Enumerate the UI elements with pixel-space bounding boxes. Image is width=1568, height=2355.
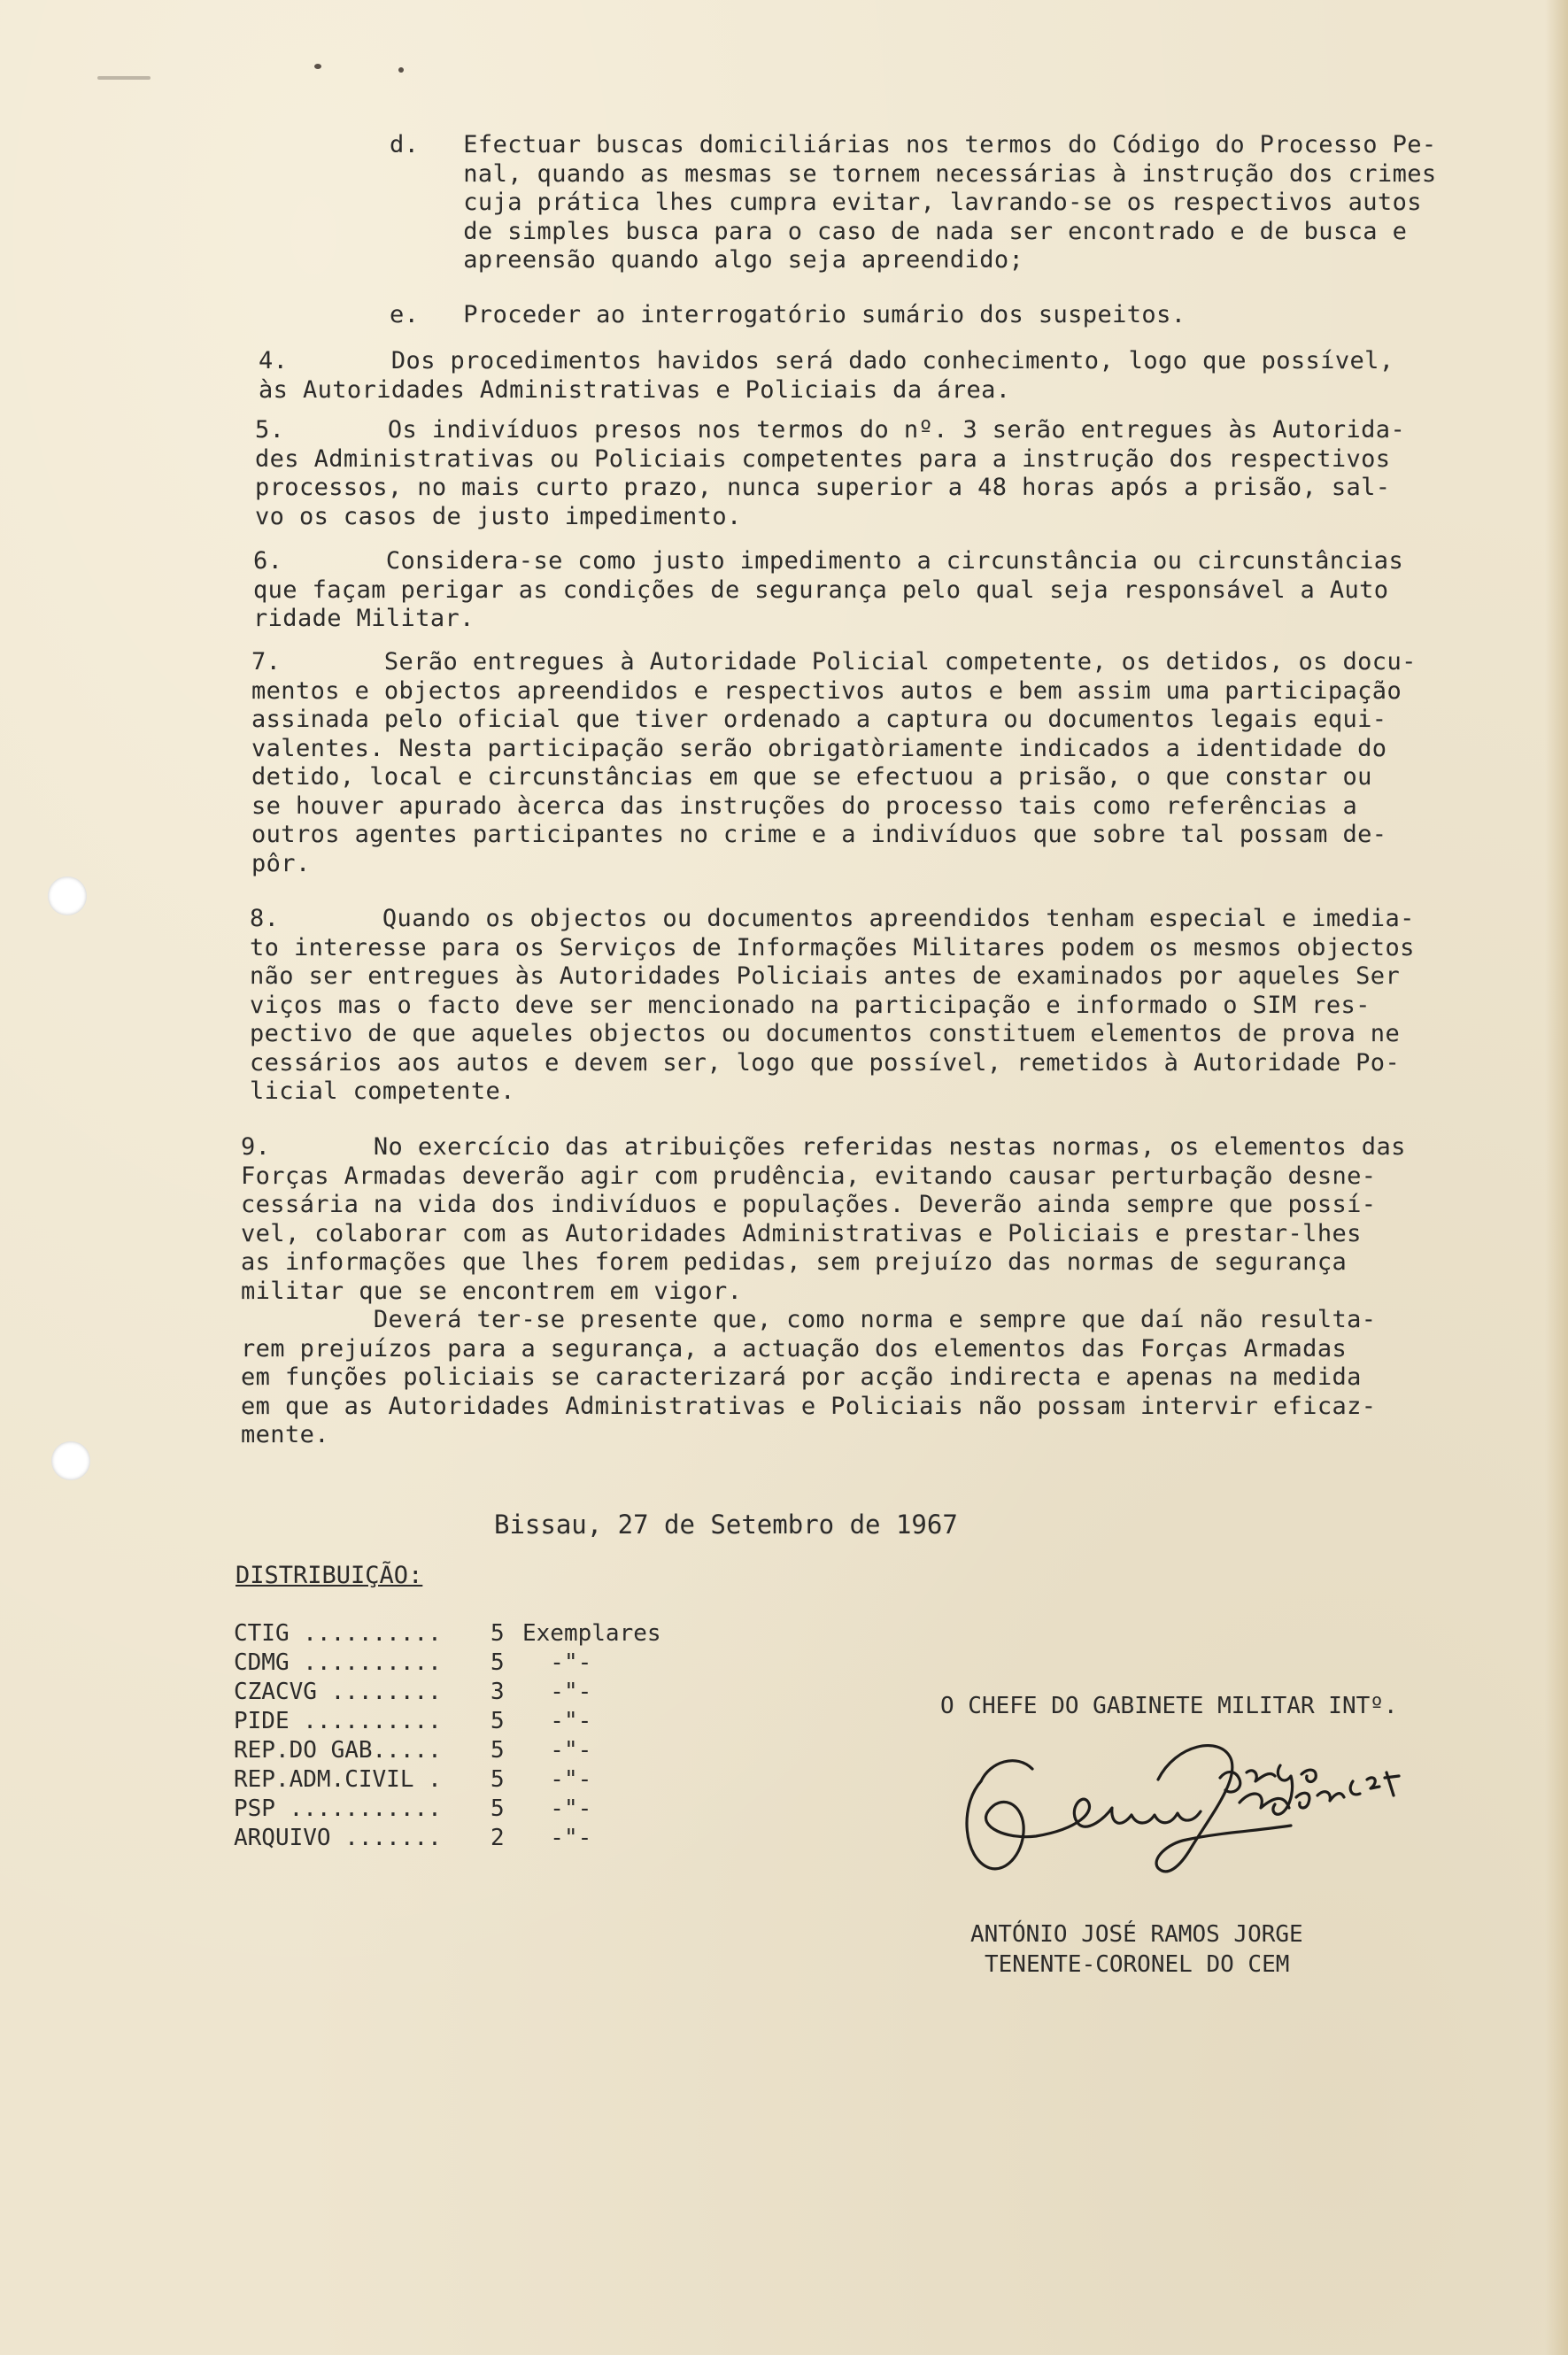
distribution-row: [234, 1825, 699, 1854]
text-line: des Administrativas ou Policiais competentes para a instrução dos respectivos: [255, 444, 1391, 473]
text-line: 6. Considera-se como justo impedimento a circunstância ou circunstâncias: [253, 547, 1404, 575]
item-e: [390, 301, 1186, 330]
text-line: cuja prática lhes cumpra evitar, lavrando-se os respectivos autos: [390, 189, 1422, 216]
text-line: não ser entregues às Autoridades Policiais antes de examinados por aqueles Ser: [250, 962, 1401, 990]
text-line: de simples busca para o caso de nada ser encontrado e de busca e: [390, 217, 1408, 245]
text-line: apreensão quando algo seja apreendido;: [390, 246, 1024, 274]
distribution-note: Exemplares: [522, 1620, 661, 1647]
text-line: processos, no mais curto prazo, nunca superior a 48 horas após a prisão, sal-: [255, 474, 1391, 501]
item-d: [390, 131, 1437, 275]
ink-speck: [398, 67, 404, 73]
text-line: vo os casos de justo impedimento.: [255, 502, 742, 530]
distribution-row: [234, 1649, 699, 1679]
text-line: 8. Quando os objectos ou documentos apreendidos tenham especial e imedia-: [250, 905, 1415, 932]
distribution-count: 5: [490, 1708, 505, 1734]
distribution-note: -"-: [522, 1795, 592, 1822]
text-line: licial competente.: [250, 1077, 515, 1105]
distribution-count: 5: [490, 1795, 505, 1822]
ink-speck: [314, 64, 321, 69]
signatory-name: ANTÓNIO JOSÉ RAMOS JORGE: [970, 1921, 1303, 1948]
text-line: pôr.: [251, 849, 311, 877]
punch-hole-top: [48, 876, 87, 915]
text-line: em funções policiais se caracterizará por acção indirecta e apenas na medida: [241, 1363, 1362, 1391]
text-line: viços mas o facto deve ser mencionado na participação e informado o SIM res-: [250, 991, 1371, 1019]
text-line: Forças Armadas deverão agir com prudência, evitando causar perturbação desne-: [241, 1162, 1377, 1190]
distribution-row: [234, 1708, 699, 1737]
paragraph-6: [253, 547, 1403, 634]
distribution-count: 5: [490, 1649, 505, 1676]
text-line: e. Proceder ao interrogatório sumário dos suspeitos.: [390, 301, 1186, 328]
distribution-recipient: REP.DO GAB.....: [234, 1737, 442, 1764]
distribution-row: [234, 1737, 699, 1766]
text-line: outros agentes participantes no crime e a indivíduos que sobre tal possam de-: [251, 821, 1387, 848]
distribution-row: [234, 1679, 699, 1708]
distribution-count: 5: [490, 1620, 505, 1647]
distribution-recipient: CDMG ..........: [234, 1649, 442, 1676]
distribution-count: 2: [490, 1825, 505, 1851]
text-line: rem prejuízos para a segurança, a actuação dos elementos das Forças Armadas: [241, 1334, 1348, 1363]
distribution-recipient: PSP ...........: [234, 1795, 442, 1822]
text-line: pectivo de que aqueles objectos ou documentos constituem elementos de prova ne: [250, 1020, 1401, 1047]
distribution-note: -"-: [522, 1737, 592, 1764]
distribution-row: [234, 1766, 699, 1795]
paper-mark: [97, 76, 151, 80]
distribution-row: [234, 1795, 699, 1825]
text-line: mentos e objectos apreendidos e respectivos autos e bem assim uma participação: [251, 676, 1402, 705]
distribution-recipient: REP.ADM.CIVIL .: [234, 1766, 442, 1793]
text-line: em que as Autoridades Administrativas e Policiais não possam intervir eficaz-: [241, 1392, 1377, 1420]
text-line: cessária na vida dos indivíduos e populações. Deverão ainda sempre que possí-: [241, 1191, 1377, 1218]
text-line: 4. Dos procedimentos havidos será dado conhecimento, logo que possível,: [259, 347, 1394, 374]
distribution-note: -"-: [522, 1708, 592, 1734]
text-line: ridade Militar.: [253, 605, 475, 632]
distribution-recipient: CZACVG ........: [234, 1679, 442, 1705]
text-line: 5. Os indivíduos presos nos termos do nº. 3 serão entregues às Autorida-: [255, 416, 1406, 444]
text-line: as informações que lhes forem pedidas, sem prejuízo das normas de segurança: [241, 1248, 1348, 1276]
distribution-note: -"-: [522, 1679, 592, 1705]
text-line: Deverá ter-se presente que, como norma e sempre que daí não resulta-: [241, 1306, 1377, 1333]
punch-hole-bottom: [51, 1441, 90, 1480]
paragraph-5: [255, 416, 1405, 531]
text-line: às Autoridades Administrativas e Policiais da área.: [259, 375, 1011, 404]
text-line: mente.: [241, 1421, 329, 1448]
handwritten-signature: [954, 1726, 1415, 1886]
distribution-count: 3: [490, 1679, 505, 1705]
text-line: d. Efectuar buscas domiciliárias nos termos do Código do Processo Pe-: [390, 131, 1437, 158]
text-line: 9. No exercício das atribuições referidas nestas normas, os elementos das: [241, 1133, 1406, 1161]
distribution-count: 5: [490, 1737, 505, 1764]
signatory-rank: TENENTE-CORONEL DO CEM: [985, 1951, 1290, 1978]
paragraph-4: [259, 347, 1394, 405]
distribution-title: DISTRIBUIÇÃO:: [236, 1562, 423, 1589]
text-line: militar que se encontrem em vigor.: [241, 1277, 743, 1305]
distribution-note: -"-: [522, 1825, 592, 1851]
paragraph-7: [251, 648, 1417, 878]
text-line: se houver apurado àcerca das instruções do processo tais como referências a: [251, 791, 1358, 820]
distribution-count: 5: [490, 1766, 505, 1793]
text-line: vel, colaborar com as Autoridades Administrativas e Policiais e prestar-lhes: [241, 1219, 1362, 1247]
text-line: cessários aos autos e devem ser, logo que possível, remetidos à Autoridade Po-: [250, 1048, 1401, 1077]
paper-edge-shadow: [1545, 0, 1568, 2355]
text-line: 7. Serão entregues à Autoridade Policial competente, os detidos, os docu-: [251, 648, 1417, 676]
text-line: to interesse para os Serviços de Informações Militares podem os mesmos objectos: [250, 933, 1415, 961]
paragraph-9: [241, 1133, 1406, 1450]
date-line: Bissau, 27 de Setembro de 1967: [494, 1510, 958, 1540]
distribution-note: -"-: [522, 1766, 592, 1793]
text-line: que façam perigar as condições de segurança pelo qual seja responsável a Auto: [253, 575, 1389, 604]
text-line: detido, local e circunstâncias em que se efectuou a prisão, o que constar ou: [251, 763, 1372, 791]
text-line: assinada pelo oficial que tiver ordenado a captura ou documentos legais equi-: [251, 706, 1387, 733]
distribution-note: -"-: [522, 1649, 592, 1676]
distribution-recipient: ARQUIVO .......: [234, 1825, 442, 1851]
text-line: valentes. Nesta participação serão obrigatòriamente indicados a identidade do: [251, 734, 1387, 762]
distribution-row: [234, 1620, 699, 1649]
paragraph-8: [250, 905, 1415, 1107]
distribution-recipient: CTIG ..........: [234, 1620, 442, 1647]
text-line: nal, quando as mesmas se tornem necessárias à instrução dos crimes: [390, 159, 1437, 188]
distribution-list: [234, 1620, 699, 1854]
signatory-title: O CHEFE DO GABINETE MILITAR INTº.: [940, 1693, 1398, 1719]
distribution-recipient: PIDE ..........: [234, 1708, 442, 1734]
